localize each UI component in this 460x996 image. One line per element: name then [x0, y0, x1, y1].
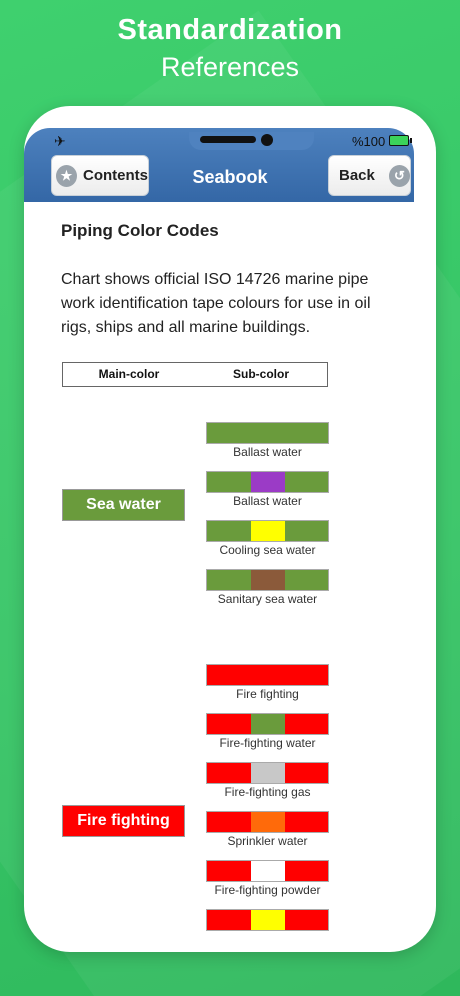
stripe-label: Fire-fighting powder [214, 883, 321, 897]
stripe-center-band [251, 812, 285, 832]
sea-water-main-color [62, 489, 185, 521]
color-stripe [206, 471, 329, 493]
stripe-center-band [251, 665, 285, 685]
stripe-side-band [285, 763, 329, 783]
promo-title: Standardization [117, 14, 343, 46]
table-header [62, 362, 328, 387]
stripe-label: Cooling sea water [219, 543, 316, 557]
stripe-side-band [285, 665, 329, 685]
stripe-center-band [251, 763, 285, 783]
stripe-side-band [285, 910, 329, 930]
stripe-label: Ballast water [233, 494, 302, 508]
sub-color-header: Sub-color [233, 367, 289, 381]
main-color-header: Main-color [98, 367, 160, 381]
stripe-side-band [285, 423, 329, 443]
stripe-side-band [207, 570, 251, 590]
stripe-side-band [285, 812, 329, 832]
stripe-side-band [207, 861, 251, 881]
stripe-label: Ballast water [233, 445, 302, 459]
stripe-side-band [207, 521, 251, 541]
airplane-mode-icon: ✈ [54, 133, 66, 149]
navigation-bar [24, 128, 414, 202]
stripe-side-band [285, 570, 329, 590]
back-button-label: Back [339, 167, 375, 184]
stripe-side-band [207, 665, 251, 685]
battery-percentage: %100 [352, 134, 386, 149]
stripe-center-band [251, 472, 285, 492]
color-stripe [206, 713, 329, 735]
stripe-side-band [285, 472, 329, 492]
article-description: Chart shows official ISO 14726 marine pipe work identification tape colours for use in oil rigs, ships and all marine buildings. [61, 271, 371, 336]
sea-water-label: Sea water [86, 496, 161, 513]
color-stripe [206, 664, 329, 686]
stripe-side-band [207, 910, 251, 930]
back-button[interactable] [328, 155, 411, 196]
stripe-side-band [285, 714, 329, 734]
stripe-side-band [207, 812, 251, 832]
stripe-center-band [251, 521, 285, 541]
undo-icon: ↺ [389, 165, 410, 187]
color-stripe [206, 520, 329, 542]
stripe-side-band [285, 521, 329, 541]
camera-icon [261, 134, 273, 146]
color-stripe [206, 909, 329, 931]
page-title: Seabook [192, 167, 268, 187]
stripe-side-band [207, 472, 251, 492]
stripe-center-band [251, 910, 285, 930]
promo-subtitle: References [160, 52, 300, 82]
fire-fighting-main-color [62, 805, 185, 837]
color-stripe [206, 422, 329, 444]
stripe-side-band [207, 714, 251, 734]
stripe-label: Fire-fighting water [219, 736, 316, 750]
color-stripe [206, 569, 329, 591]
stripe-center-band [251, 861, 285, 881]
color-stripe [206, 762, 329, 784]
stripe-center-band [251, 714, 285, 734]
stripe-label: Sanitary sea water [217, 592, 318, 606]
stripe-center-band [251, 423, 285, 443]
star-icon: ★ [56, 165, 77, 187]
color-stripe [206, 811, 329, 833]
stripe-side-band [285, 861, 329, 881]
color-stripe [206, 860, 329, 882]
phone-notch [189, 132, 314, 150]
stripe-side-band [207, 423, 251, 443]
stripe-label: Fire-fighting gas [224, 785, 311, 799]
stripe-center-band [251, 570, 285, 590]
article-heading: Piping Color Codes [61, 221, 219, 240]
stripe-label: Fire fighting [236, 687, 299, 701]
fire-fighting-label: Fire fighting [77, 812, 170, 829]
stripe-side-band [207, 763, 251, 783]
contents-button-label: Contents [83, 167, 148, 184]
battery-icon [389, 135, 409, 146]
speaker-icon [200, 136, 256, 143]
stripe-label: Sprinkler water [227, 834, 308, 848]
